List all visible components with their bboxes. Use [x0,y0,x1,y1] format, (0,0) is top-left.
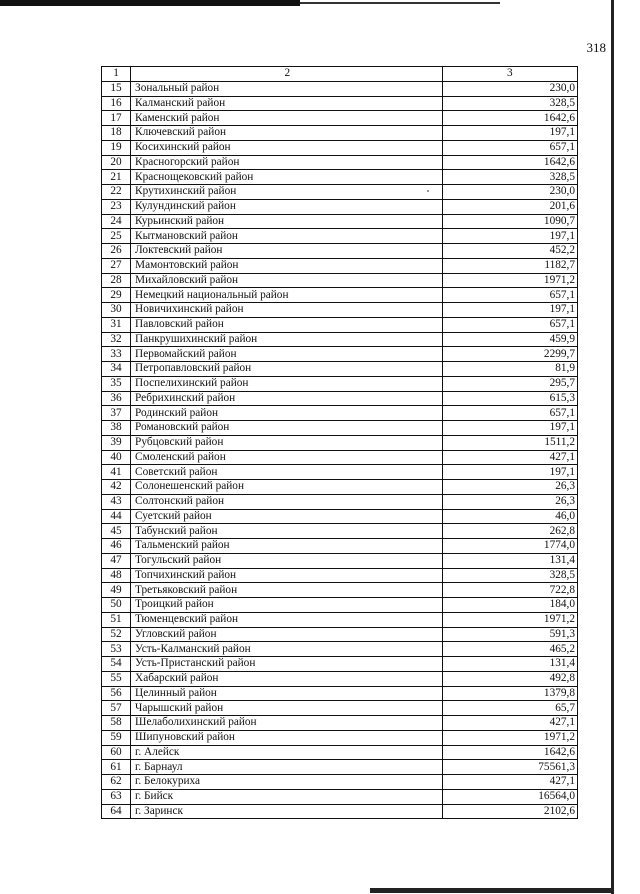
district-name-cell: Калманский район [131,96,443,111]
table-row [102,671,578,686]
amount-cell: 1971,2 [442,273,577,288]
row-number-cell: 62 [102,775,131,790]
row-number-cell: 64 [102,804,131,819]
district-name-cell: Каменский район [131,111,443,126]
table-body [102,81,578,819]
district-name-cell: Рубцовский район [131,435,443,450]
district-name-cell: Ребрихинский район [131,391,443,406]
table-row [102,258,578,273]
table-row [102,657,578,672]
table-row [102,244,578,259]
district-name-cell: Мамонтовский район [131,258,443,273]
district-name-cell: Поспелихинский район [131,376,443,391]
amount-cell: 452,2 [442,244,577,259]
data-table [101,66,578,819]
row-number-cell: 23 [102,199,131,214]
amount-cell: 657,1 [442,317,577,332]
table-row [102,745,578,760]
scan-edge-top-thin [300,2,500,4]
table-row [102,524,578,539]
table-row [102,214,578,229]
table-row [102,96,578,111]
row-number-cell: 19 [102,140,131,155]
table-row [102,288,578,303]
table-row [102,111,578,126]
amount-cell: 197,1 [442,126,577,141]
district-name-cell: Крутихинский район [131,185,443,200]
amount-cell: 197,1 [442,421,577,436]
table-row [102,494,578,509]
district-name-cell: Кытмановский район [131,229,443,244]
row-number-cell: 50 [102,598,131,613]
amount-cell: 65,7 [442,701,577,716]
row-number-cell: 36 [102,391,131,406]
row-number-cell: 40 [102,450,131,465]
amount-cell: 1090,7 [442,214,577,229]
amount-cell: 465,2 [442,642,577,657]
row-number-cell: 47 [102,553,131,568]
row-number-cell: 33 [102,347,131,362]
amount-cell: 1971,2 [442,730,577,745]
amount-cell: 1774,0 [442,539,577,554]
amount-cell: 1379,8 [442,686,577,701]
district-name-cell: Романовский район [131,421,443,436]
table-row [102,406,578,421]
row-number-cell: 37 [102,406,131,421]
district-name-cell: Павловский район [131,317,443,332]
table-row [102,199,578,214]
row-number-cell: 53 [102,642,131,657]
row-number-cell: 55 [102,671,131,686]
row-number-cell: 25 [102,229,131,244]
table-row [102,553,578,568]
row-number-cell: 24 [102,214,131,229]
row-number-cell: 58 [102,716,131,731]
amount-cell: 201,6 [442,199,577,214]
table-row [102,789,578,804]
row-number-cell: 42 [102,480,131,495]
amount-cell: 1642,6 [442,155,577,170]
amount-cell: 2102,6 [442,804,577,819]
table-row [102,627,578,642]
district-name-cell: Третьяковский район [131,583,443,598]
district-name-cell: Немецкий национальный район [131,288,443,303]
district-name-cell: Кулундинский район [131,199,443,214]
scan-edge-right [611,0,614,894]
district-name-cell: Солонешенский район [131,480,443,495]
district-name-cell: Зональный район [131,81,443,96]
table-row [102,81,578,96]
table-row [102,775,578,790]
row-number-cell: 22 [102,185,131,200]
table-row [102,229,578,244]
row-number-cell: 46 [102,539,131,554]
row-number-cell: 45 [102,524,131,539]
table-row [102,716,578,731]
row-number-cell: 56 [102,686,131,701]
table-row [102,612,578,627]
district-name-cell: Первомайский район [131,347,443,362]
amount-cell: 657,1 [442,140,577,155]
row-number-cell: 26 [102,244,131,259]
district-name-cell: Топчихинский район [131,568,443,583]
district-name-cell: Локтевский район [131,244,443,259]
amount-cell: 328,5 [442,170,577,185]
column-header: 3 [442,67,577,82]
row-number-cell: 20 [102,155,131,170]
district-name-cell: Тюменцевский район [131,612,443,627]
table-row [102,480,578,495]
amount-cell: 1971,2 [442,612,577,627]
amount-cell: 427,1 [442,716,577,731]
amount-cell: 75561,3 [442,760,577,775]
table-row [102,170,578,185]
table-row [102,332,578,347]
district-name-cell: Солтонский район [131,494,443,509]
amount-cell: 328,5 [442,568,577,583]
amount-cell: 657,1 [442,288,577,303]
row-number-cell: 43 [102,494,131,509]
amount-cell: 131,4 [442,553,577,568]
amount-cell: 722,8 [442,583,577,598]
row-number-cell: 21 [102,170,131,185]
district-name-cell: Советский район [131,465,443,480]
amount-cell: 46,0 [442,509,577,524]
district-name-cell: Чарышский район [131,701,443,716]
district-name-cell: Новичихинский район [131,303,443,318]
column-header: 2 [131,67,443,82]
row-number-cell: 48 [102,568,131,583]
row-number-cell: 30 [102,303,131,318]
district-name-cell: Красногорский район [131,155,443,170]
amount-cell: 26,3 [442,480,577,495]
table-row [102,568,578,583]
amount-cell: 26,3 [442,494,577,509]
row-number-cell: 17 [102,111,131,126]
district-name-cell: Ключевский район [131,126,443,141]
amount-cell: 492,8 [442,671,577,686]
district-name-cell: г. Барнаул [131,760,443,775]
district-name-cell: Усть-Пристанский район [131,657,443,672]
amount-cell: 131,4 [442,657,577,672]
scan-edge-top [0,0,300,6]
amount-cell: 81,9 [442,362,577,377]
district-name-cell: Михайловский район [131,273,443,288]
district-name-cell: Курьинский район [131,214,443,229]
table-row [102,421,578,436]
row-number-cell: 61 [102,760,131,775]
table-row [102,730,578,745]
row-number-cell: 38 [102,421,131,436]
district-name-cell: Табунский район [131,524,443,539]
row-number-cell: 32 [102,332,131,347]
district-name-cell: Шелаболихинский район [131,716,443,731]
district-name-cell: г. Бийск [131,789,443,804]
table-row [102,760,578,775]
amount-cell: 1511,2 [442,435,577,450]
amount-cell: 184,0 [442,598,577,613]
table-row [102,642,578,657]
table-row [102,155,578,170]
row-number-cell: 39 [102,435,131,450]
table-row [102,583,578,598]
amount-cell: 262,8 [442,524,577,539]
amount-cell: 197,1 [442,303,577,318]
row-number-cell: 57 [102,701,131,716]
table-row [102,303,578,318]
row-number-cell: 54 [102,657,131,672]
district-name-cell: Петропавловский район [131,362,443,377]
district-name-cell: Хабарский район [131,671,443,686]
district-name-cell: Суетский район [131,509,443,524]
table-row [102,465,578,480]
district-name-cell: Тогульский район [131,553,443,568]
row-number-cell: 16 [102,96,131,111]
table-row [102,273,578,288]
amount-cell: 657,1 [442,406,577,421]
district-name-cell: Родинский район [131,406,443,421]
amount-cell: 1642,6 [442,745,577,760]
amount-cell: 230,0 [442,185,577,200]
row-number-cell: 60 [102,745,131,760]
row-number-cell: 18 [102,126,131,141]
amount-cell: 197,1 [442,465,577,480]
amount-cell: 328,5 [442,96,577,111]
amount-cell: 197,1 [442,229,577,244]
amount-cell: 1642,6 [442,111,577,126]
row-number-cell: 49 [102,583,131,598]
table-row [102,701,578,716]
row-number-cell: 52 [102,627,131,642]
amount-cell: 459,9 [442,332,577,347]
table-row [102,185,578,200]
column-header: 1 [102,67,131,82]
row-number-cell: 59 [102,730,131,745]
table-row [102,347,578,362]
amount-cell: 427,1 [442,450,577,465]
district-name-cell: г. Алейск [131,745,443,760]
row-number-cell: 41 [102,465,131,480]
amount-cell: 2299,7 [442,347,577,362]
row-number-cell: 44 [102,509,131,524]
table-row [102,509,578,524]
row-number-cell: 63 [102,789,131,804]
table-row [102,376,578,391]
table-row [102,598,578,613]
amount-cell: 615,3 [442,391,577,406]
page-number: 318 [586,40,606,55]
district-name-cell: Угловский район [131,627,443,642]
amount-cell: 591,3 [442,627,577,642]
amount-cell: 230,0 [442,81,577,96]
table-row [102,804,578,819]
table-header-row [102,67,578,82]
row-number-cell: 29 [102,288,131,303]
district-name-cell: Троицкий район [131,598,443,613]
district-name-cell: Целинный район [131,686,443,701]
table-row [102,450,578,465]
amount-cell: 1182,7 [442,258,577,273]
table-row [102,686,578,701]
district-name-cell: Панкрушихинский район [131,332,443,347]
row-number-cell: 51 [102,612,131,627]
row-number-cell: 15 [102,81,131,96]
table-row [102,317,578,332]
amount-cell: 295,7 [442,376,577,391]
district-name-cell: Косихинский район [131,140,443,155]
table-row [102,126,578,141]
district-name-cell: Усть-Калманский район [131,642,443,657]
scan-edge-bottom [370,888,611,893]
district-name-cell: г. Заринск [131,804,443,819]
district-name-cell: Тальменский район [131,539,443,554]
row-number-cell: 27 [102,258,131,273]
amount-cell: 427,1 [442,775,577,790]
row-number-cell: 35 [102,376,131,391]
district-name-cell: Краснощековский район [131,170,443,185]
district-name-cell: г. Белокуриха [131,775,443,790]
row-number-cell: 28 [102,273,131,288]
table-row [102,435,578,450]
row-number-cell: 31 [102,317,131,332]
table-row [102,539,578,554]
amount-cell: 16564,0 [442,789,577,804]
district-name-cell: Шипуновский район [131,730,443,745]
table-row [102,362,578,377]
table-row [102,391,578,406]
table-row [102,140,578,155]
district-name-cell: Смоленский район [131,450,443,465]
row-number-cell: 34 [102,362,131,377]
